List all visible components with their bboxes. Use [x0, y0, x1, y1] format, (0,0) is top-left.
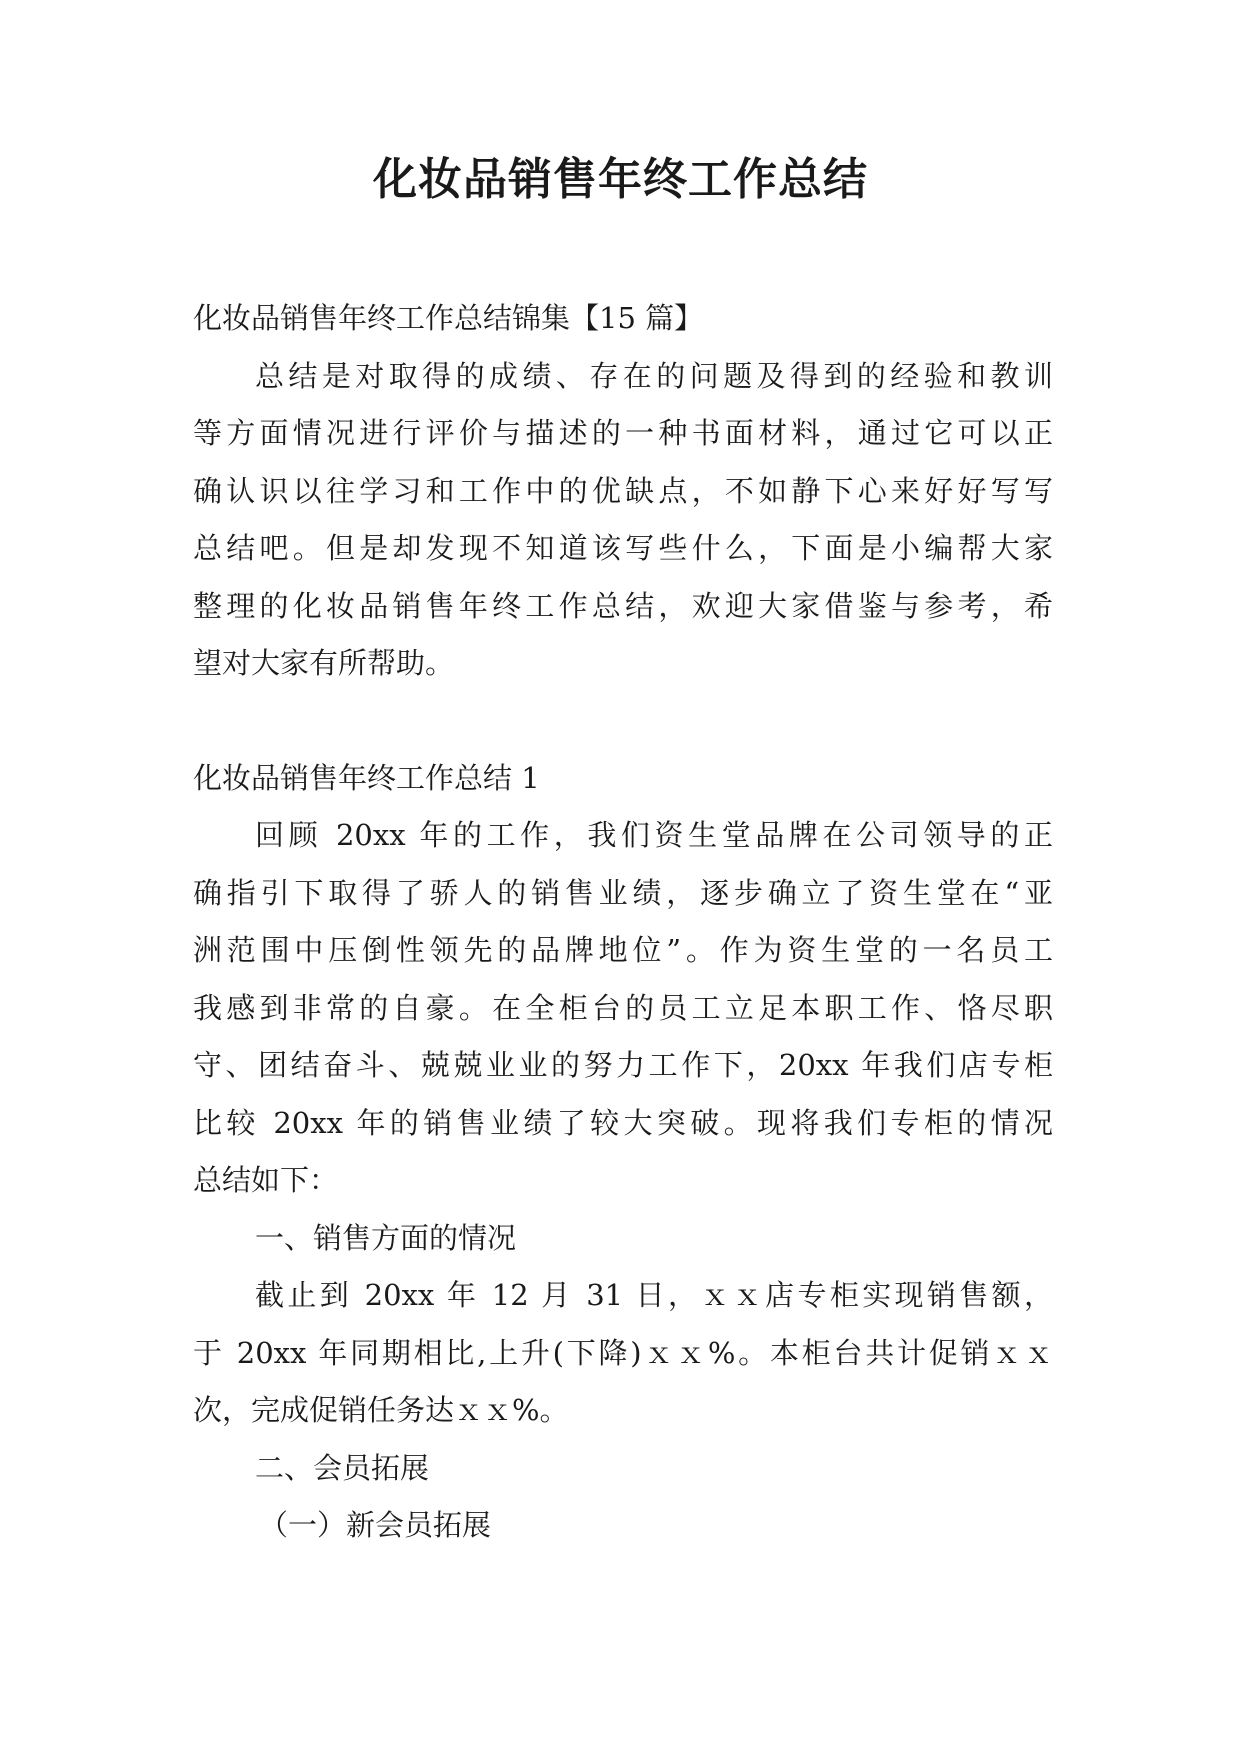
intro-line: 总结是对取得的成绩、存在的问题及得到的经验和教训: [255, 358, 1053, 393]
subsection-heading-new-members: （一）新会员拓展: [259, 1508, 492, 1542]
intro-line: 等方面情况进行评价与描述的一种书面材料，通过它可以正: [193, 416, 1053, 450]
sales-line: 截止到 20xx 年 12 月 31 日，ｘｘ店专柜实现销售额，: [255, 1278, 1053, 1312]
section-line: 确指引下取得了骄人的销售业绩，逐步确立了资生堂在“亚: [193, 875, 1053, 910]
intro-line: 总结吧。但是却发现不知道该写些什么，下面是小编帮大家: [193, 531, 1053, 565]
intro-line: 整理的化妆品销售年终工作总结，欢迎大家借鉴与参考，希: [193, 588, 1053, 623]
collection-heading: 化妆品销售年终工作总结锦集【15 篇】: [193, 301, 704, 335]
section-line: 总结如下：: [193, 1163, 339, 1197]
intro-line: 确认识以往学习和工作中的优缺点，不如静下心来好好写写: [193, 473, 1053, 508]
subsection-heading-sales: 一、销售方面的情况: [255, 1220, 517, 1255]
section-heading: 化妆品销售年终工作总结 1: [193, 760, 540, 795]
document-body: [193, 290, 1053, 1555]
section-line: 洲范围中压倒性领先的品牌地位”。作为资生堂的一名员工: [193, 933, 1053, 967]
document-title: 化妆品销售年终工作总结: [373, 154, 868, 205]
subsection-heading-members: 二、会员拓展: [255, 1450, 430, 1485]
sales-line: 于 20xx 年同期相比,上升(下降)ｘｘ%。本柜台共计促销ｘｘ: [193, 1335, 1053, 1370]
sales-line: 次，完成促销任务达ｘｘ%。: [193, 1393, 569, 1427]
section-line: 守、团结奋斗、兢兢业业的努力工作下，20xx 年我们店专柜: [193, 1048, 1053, 1082]
intro-line: 望对大家有所帮助。: [193, 646, 455, 680]
paragraph-gap: [193, 693, 1053, 750]
section-line: 我感到非常的自豪。在全柜台的员工立足本职工作、恪尽职: [193, 990, 1053, 1025]
section-line: 比较 20xx 年的销售业绩了较大突破。现将我们专柜的情况: [193, 1105, 1053, 1140]
section-line: 回顾 20xx 年的工作，我们资生堂品牌在公司领导的正: [255, 818, 1053, 852]
